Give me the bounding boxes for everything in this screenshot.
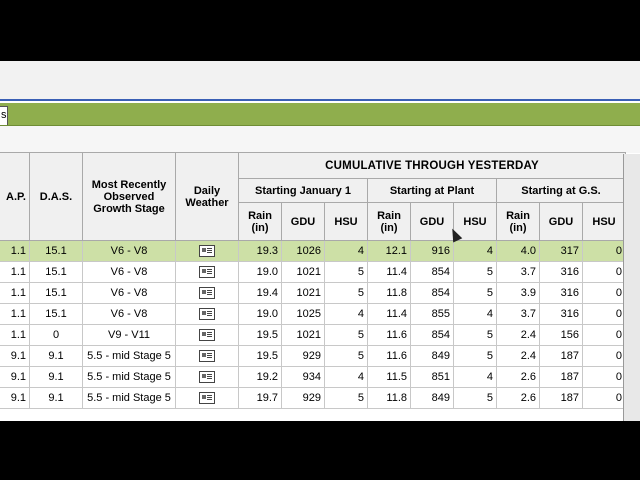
cell-jan-hsu: 4 <box>325 304 368 325</box>
cell-jan-hsu: 4 <box>325 367 368 388</box>
cell-plant-gdu: 854 <box>411 283 454 304</box>
cell-plant-rain: 12.1 <box>368 241 411 262</box>
col-header-plant-gdu[interactable]: GDU <box>411 203 454 241</box>
cell-weather[interactable] <box>176 304 239 325</box>
col-header-plant-rain[interactable]: Rain (in) <box>368 203 411 241</box>
cell-plant-rain: 11.6 <box>368 325 411 346</box>
cell-das: 15.1 <box>30 262 83 283</box>
cell-plant-rain: 11.4 <box>368 262 411 283</box>
cell-growth-stage: 5.5 - mid Stage 5 <box>83 367 176 388</box>
weather-report-icon[interactable] <box>199 245 215 257</box>
data-grid <box>0 152 626 409</box>
table-row[interactable] <box>0 325 626 346</box>
cell-plant-hsu: 5 <box>454 388 497 409</box>
cell-jan-gdu: 1021 <box>282 262 325 283</box>
cell-jan-rain: 19.5 <box>239 325 282 346</box>
cell-plant-rain: 11.6 <box>368 346 411 367</box>
col-header-ap[interactable]: A.P. <box>0 153 30 241</box>
cell-weather[interactable] <box>176 241 239 262</box>
table-row[interactable] <box>0 283 626 304</box>
cell-jan-rain: 19.5 <box>239 346 282 367</box>
table-row[interactable] <box>0 388 626 409</box>
cell-plant-rain: 11.8 <box>368 388 411 409</box>
toolbar-area <box>0 61 640 99</box>
cell-gs-gdu: 316 <box>540 304 583 325</box>
cell-ap: 1.1 <box>0 283 30 304</box>
group-header-gs: Starting at G.S. <box>497 179 626 203</box>
cell-jan-gdu: 929 <box>282 388 325 409</box>
weather-report-icon[interactable] <box>199 266 215 278</box>
cell-gs-hsu: 0 <box>583 346 626 367</box>
weather-report-icon[interactable] <box>199 371 215 383</box>
cell-gs-hsu: 0 <box>583 304 626 325</box>
cell-jan-hsu: 5 <box>325 325 368 346</box>
cell-jan-gdu: 1021 <box>282 325 325 346</box>
col-header-gs-gdu[interactable]: GDU <box>540 203 583 241</box>
cell-gs-gdu: 187 <box>540 346 583 367</box>
group-header-jan1: Starting January 1 <box>239 179 368 203</box>
cell-gs-gdu: 187 <box>540 388 583 409</box>
cell-growth-stage: V6 - V8 <box>83 241 176 262</box>
group-header-cumulative: CUMULATIVE THROUGH YESTERDAY <box>239 153 626 179</box>
app-window <box>0 61 640 421</box>
weather-report-icon[interactable] <box>199 392 215 404</box>
tab-active[interactable]: s <box>0 106 8 125</box>
cell-das: 15.1 <box>30 304 83 325</box>
cell-jan-gdu: 1025 <box>282 304 325 325</box>
grid-body <box>0 241 626 409</box>
cell-plant-rain: 11.8 <box>368 283 411 304</box>
cell-jan-hsu: 5 <box>325 346 368 367</box>
weather-report-icon[interactable] <box>199 329 215 341</box>
cell-gs-hsu: 0 <box>583 262 626 283</box>
cell-das: 0 <box>30 325 83 346</box>
cell-jan-rain: 19.2 <box>239 367 282 388</box>
cell-plant-hsu: 5 <box>454 262 497 283</box>
cell-plant-hsu: 4 <box>454 304 497 325</box>
cell-gs-hsu: 0 <box>583 325 626 346</box>
cell-ap: 9.1 <box>0 367 30 388</box>
cell-weather[interactable] <box>176 388 239 409</box>
cell-growth-stage: V6 - V8 <box>83 283 176 304</box>
cell-plant-hsu: 5 <box>454 325 497 346</box>
cell-gs-gdu: 156 <box>540 325 583 346</box>
cell-gs-gdu: 316 <box>540 262 583 283</box>
col-header-jan-hsu[interactable]: HSU <box>325 203 368 241</box>
cell-growth-stage: 5.5 - mid Stage 5 <box>83 346 176 367</box>
cell-gs-gdu: 316 <box>540 283 583 304</box>
cell-gs-rain: 2.6 <box>497 367 540 388</box>
cell-gs-hsu: 0 <box>583 367 626 388</box>
col-header-gs-hsu[interactable]: HSU <box>583 203 626 241</box>
cell-gs-hsu: 0 <box>583 241 626 262</box>
cell-plant-gdu: 854 <box>411 262 454 283</box>
col-header-das[interactable]: D.A.S. <box>30 153 83 241</box>
cell-plant-rain: 11.5 <box>368 367 411 388</box>
cell-jan-gdu: 1021 <box>282 283 325 304</box>
cell-jan-hsu: 5 <box>325 388 368 409</box>
col-header-jan-gdu[interactable]: GDU <box>282 203 325 241</box>
data-grid-container <box>0 152 626 409</box>
cell-plant-hsu: 5 <box>454 346 497 367</box>
cell-plant-hsu: 4 <box>454 241 497 262</box>
table-row[interactable] <box>0 304 626 325</box>
weather-report-icon[interactable] <box>199 350 215 362</box>
cell-das: 15.1 <box>30 241 83 262</box>
cell-gs-rain: 3.7 <box>497 304 540 325</box>
cell-ap: 1.1 <box>0 241 30 262</box>
cell-plant-rain: 11.4 <box>368 304 411 325</box>
cell-jan-rain: 19.0 <box>239 262 282 283</box>
cell-gs-gdu: 187 <box>540 367 583 388</box>
table-row[interactable] <box>0 346 626 367</box>
cell-das: 9.1 <box>30 388 83 409</box>
cell-ap: 1.1 <box>0 304 30 325</box>
col-header-jan-rain[interactable]: Rain (in) <box>239 203 282 241</box>
cell-weather[interactable] <box>176 367 239 388</box>
cell-weather[interactable] <box>176 283 239 304</box>
cell-growth-stage: 5.5 - mid Stage 5 <box>83 388 176 409</box>
col-header-gs-rain[interactable]: Rain (in) <box>497 203 540 241</box>
cell-plant-gdu: 855 <box>411 304 454 325</box>
cell-jan-hsu: 5 <box>325 262 368 283</box>
weather-report-icon[interactable] <box>199 308 215 320</box>
cell-weather[interactable] <box>176 262 239 283</box>
tab-strip <box>0 103 640 126</box>
cell-gs-rain: 2.4 <box>497 325 540 346</box>
cell-ap: 9.1 <box>0 346 30 367</box>
cell-jan-rain: 19.7 <box>239 388 282 409</box>
cell-plant-gdu: 854 <box>411 325 454 346</box>
cell-jan-rain: 19.4 <box>239 283 282 304</box>
cell-plant-hsu: 4 <box>454 367 497 388</box>
cell-plant-gdu: 849 <box>411 346 454 367</box>
cell-ap: 1.1 <box>0 262 30 283</box>
cell-plant-hsu: 5 <box>454 283 497 304</box>
filter-bar <box>0 126 640 153</box>
col-header-growth-stage[interactable]: Most Recently Observed Growth Stage <box>83 153 176 241</box>
cell-jan-hsu: 5 <box>325 283 368 304</box>
cell-gs-gdu: 317 <box>540 241 583 262</box>
cell-ap: 1.1 <box>0 325 30 346</box>
cell-jan-gdu: 1026 <box>282 241 325 262</box>
cell-gs-rain: 3.9 <box>497 283 540 304</box>
cell-plant-gdu: 851 <box>411 367 454 388</box>
cell-jan-hsu: 4 <box>325 241 368 262</box>
cell-das: 9.1 <box>30 346 83 367</box>
table-row[interactable] <box>0 262 626 283</box>
cell-gs-rain: 2.4 <box>497 346 540 367</box>
group-header-plant: Starting at Plant <box>368 179 497 203</box>
cell-plant-gdu: 916 <box>411 241 454 262</box>
weather-report-icon[interactable] <box>199 287 215 299</box>
vertical-scrollbar[interactable] <box>623 154 640 421</box>
cell-growth-stage: V6 - V8 <box>83 304 176 325</box>
cell-growth-stage: V9 - V11 <box>83 325 176 346</box>
cell-gs-hsu: 0 <box>583 388 626 409</box>
cell-growth-stage: V6 - V8 <box>83 262 176 283</box>
table-row[interactable] <box>0 367 626 388</box>
cell-jan-rain: 19.3 <box>239 241 282 262</box>
cell-plant-gdu: 849 <box>411 388 454 409</box>
cell-ap: 9.1 <box>0 388 30 409</box>
cell-gs-rain: 4.0 <box>497 241 540 262</box>
cell-jan-gdu: 929 <box>282 346 325 367</box>
col-header-daily-weather[interactable]: Daily Weather <box>176 153 239 241</box>
cell-gs-rain: 2.6 <box>497 388 540 409</box>
cell-gs-rain: 3.7 <box>497 262 540 283</box>
cell-jan-gdu: 934 <box>282 367 325 388</box>
cell-das: 15.1 <box>30 283 83 304</box>
cell-gs-hsu: 0 <box>583 283 626 304</box>
cell-jan-rain: 19.0 <box>239 304 282 325</box>
table-row[interactable] <box>0 241 626 262</box>
divider <box>0 99 640 101</box>
cell-das: 9.1 <box>30 367 83 388</box>
col-header-plant-hsu[interactable]: HSU <box>454 203 497 241</box>
cell-weather[interactable] <box>176 346 239 367</box>
cell-weather[interactable] <box>176 325 239 346</box>
